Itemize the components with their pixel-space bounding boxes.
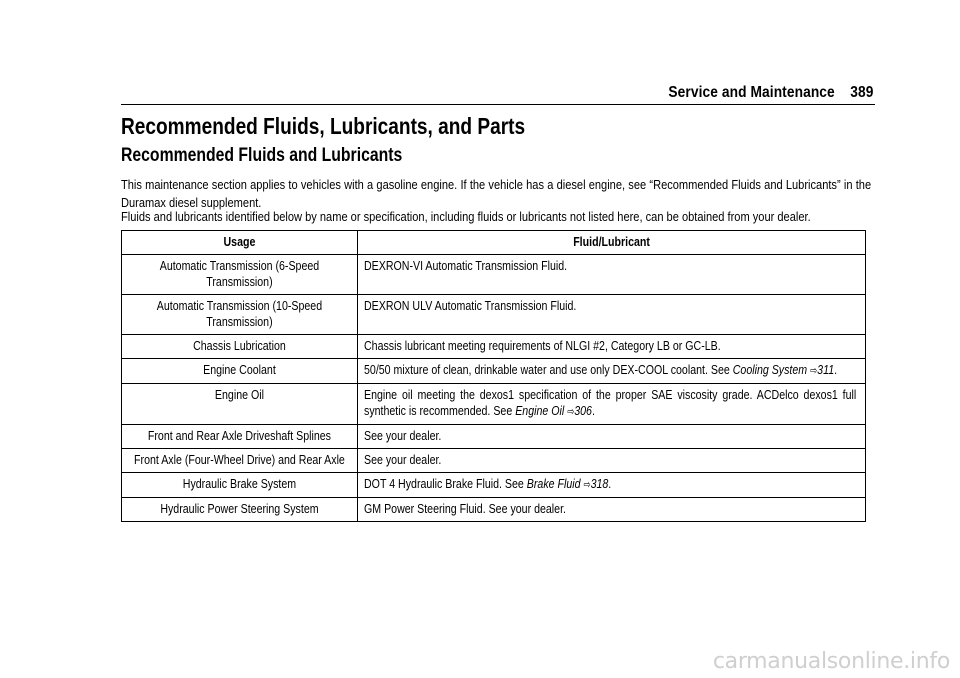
usage-cell: Engine Oil [122, 384, 358, 425]
page-number: 389 [849, 84, 873, 101]
page-reference-icon: ⇨ [810, 365, 818, 377]
cross-reference-link[interactable]: Cooling System ⇨311 [732, 363, 835, 377]
table-row [122, 473, 866, 498]
usage-cell: Front Axle (Four-Wheel Drive) and Rear Axle [122, 449, 358, 473]
usage-cell: Engine Coolant [122, 359, 358, 384]
header-rule [121, 104, 875, 105]
page-reference-icon: ⇨ [567, 406, 575, 418]
cross-reference-link[interactable]: Engine Oil ⇨306 [515, 404, 592, 418]
table-row [122, 359, 866, 384]
table-row [122, 335, 866, 359]
watermark: carmanualsonline.info [712, 649, 950, 674]
table-row [122, 498, 866, 522]
table-row [122, 384, 866, 425]
fluid-cell: DEXRON ULV Automatic Transmission Fluid. [358, 295, 866, 335]
availability-paragraph: Fluids and lubricants identified below by name or specification, including fluids or lubricants not listed here, can be obtained from your dealer. [121, 209, 811, 224]
column-header-usage: Usage [122, 231, 358, 255]
fluid-cell: See your dealer. [358, 425, 866, 449]
fluid-cell: DEXRON-VI Automatic Transmission Fluid. [358, 255, 866, 295]
fluid-cell: 50/50 mixture of clean, drinkable water and use only DEX-COOL coolant. See Cooling System ⇨311. [358, 359, 866, 384]
section-subtitle: Recommended Fluids and Lubricants [121, 145, 403, 166]
fluids-table [121, 230, 866, 522]
usage-cell: Hydraulic Brake System [122, 473, 358, 498]
table-row [122, 449, 866, 473]
fluid-cell: See your dealer. [358, 449, 866, 473]
fluid-cell: DOT 4 Hydraulic Brake Fluid. See Brake Fluid ⇨318. [358, 473, 866, 498]
section-name: Service and Maintenance [667, 84, 835, 101]
fluid-cell: Chassis lubricant meeting requirements of NLGI #2, Category LB or GC-LB. [358, 335, 866, 359]
table-row [122, 295, 866, 335]
table-header-row [122, 231, 866, 255]
table-row [122, 425, 866, 449]
page-title: Recommended Fluids, Lubricants, and Parts [121, 113, 526, 139]
running-header [668, 84, 873, 102]
fluid-cell: Engine oil meeting the dexos1 specification of the proper SAE viscosity grade. ACDelco dexos1 full synthetic is recommended. See Engine Oil ⇨306. [358, 384, 866, 425]
usage-cell: Automatic Transmission (10-Speed Transmission) [122, 295, 358, 335]
usage-cell: Chassis Lubrication [122, 335, 358, 359]
usage-cell: Front and Rear Axle Driveshaft Splines [122, 425, 358, 449]
usage-cell: Automatic Transmission (6-Speed Transmission) [122, 255, 358, 295]
usage-cell: Hydraulic Power Steering System [122, 498, 358, 522]
page-reference-icon: ⇨ [583, 479, 591, 491]
column-header-fluid: Fluid/Lubricant [358, 231, 866, 255]
cross-reference-link[interactable]: Brake Fluid ⇨318 [526, 477, 609, 491]
intro-paragraph: This maintenance section applies to vehicles with a gasoline engine. If the vehicle has a diesel engine, see “Recommended Fluids and Lubricants” in the Duramax diesel supplement. [121, 177, 872, 210]
table-body [122, 255, 866, 522]
table-row [122, 255, 866, 295]
fluid-cell: GM Power Steering Fluid. See your dealer. [358, 498, 866, 522]
